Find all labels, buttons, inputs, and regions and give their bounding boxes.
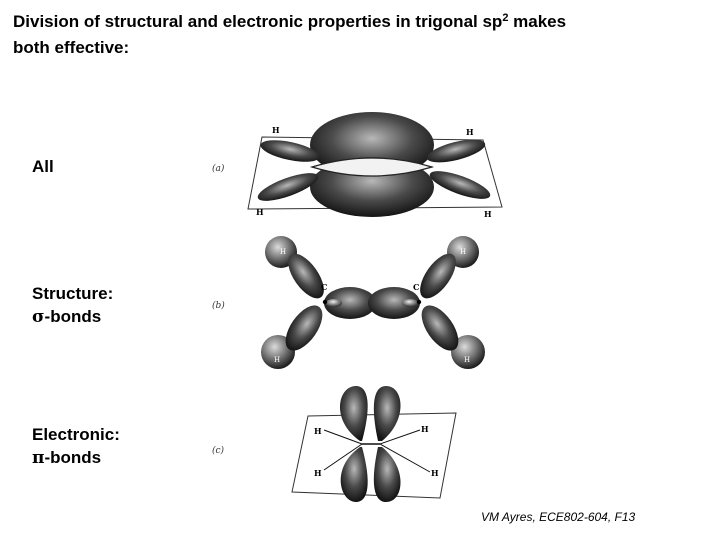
diagram-pi-bonds xyxy=(290,380,475,508)
panel-tag-a: (a) xyxy=(212,164,225,174)
slide-title xyxy=(13,9,703,61)
pi-lobe-c2-upper xyxy=(374,386,401,441)
sigma-lobe-h4 xyxy=(427,166,493,205)
pi-lobe-c1-upper xyxy=(340,386,368,441)
sigma-symbol: σ xyxy=(32,307,45,327)
atom-h-a3: H xyxy=(256,207,264,217)
label-sigma-bonds: -bonds xyxy=(44,307,102,326)
carbon-nucleus-right xyxy=(417,300,421,304)
label-pi-bonds: -bonds xyxy=(44,448,102,467)
panel-tag-c: (c) xyxy=(212,446,225,456)
atom-h-b1: H xyxy=(280,248,287,256)
atom-c-b2: C xyxy=(413,282,420,292)
atom-h-a2: H xyxy=(466,127,474,137)
atom-h-b3: H xyxy=(274,356,281,364)
atom-h-c2: H xyxy=(314,468,322,478)
title-line2-text: both effective: xyxy=(13,38,130,57)
title-line1-tail: makes xyxy=(508,12,567,31)
label-structure xyxy=(32,282,113,329)
carbon-nucleus-left xyxy=(323,300,327,304)
label-electronic-line1: Electronic: xyxy=(32,425,120,444)
c-back-lobe-left xyxy=(326,299,342,307)
label-structure-line1: Structure: xyxy=(32,284,114,303)
atom-h-b4: H xyxy=(464,356,471,364)
title-line1-text: Division of structural and electronic properties in trigonal sp xyxy=(13,12,503,31)
panel-tag-b: (b) xyxy=(212,301,225,311)
pi-lobe-c2-lower xyxy=(374,447,401,502)
slide-credit: VM Ayres, ECE802-604, F13 xyxy=(481,510,636,524)
label-electronic xyxy=(32,423,120,470)
diagram-all-orbitals xyxy=(240,105,510,230)
atom-h-c3: H xyxy=(421,424,429,434)
diagram-sigma-bonds xyxy=(248,228,496,378)
c-back-lobe-right xyxy=(402,299,418,307)
atom-h-b2: H xyxy=(460,248,467,256)
title-superscript: 2 xyxy=(502,12,509,24)
atom-h-a1: H xyxy=(272,125,280,135)
pi-symbol: π xyxy=(32,448,45,468)
atom-c-b1: C xyxy=(321,282,328,292)
atom-h-c4: H xyxy=(431,468,439,478)
atom-h-c1: H xyxy=(314,426,322,436)
label-all: All xyxy=(32,157,54,176)
atom-h-a4: H xyxy=(484,209,492,219)
